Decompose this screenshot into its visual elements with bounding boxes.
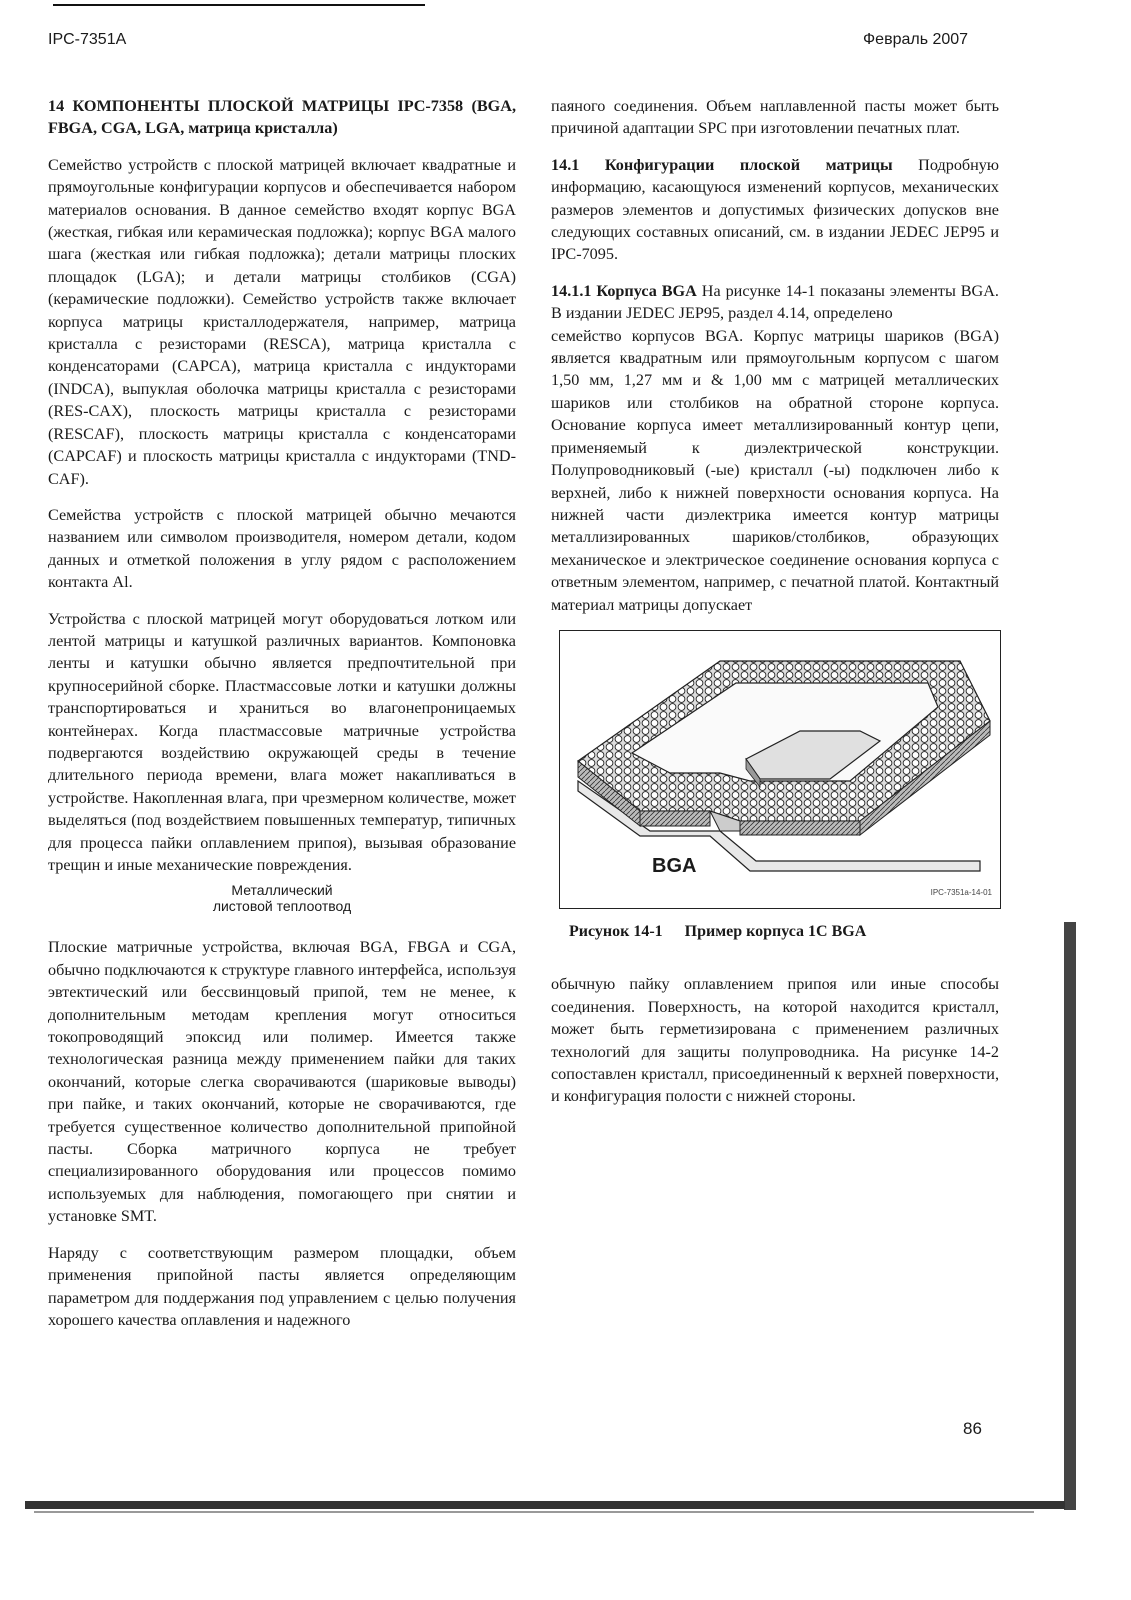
figure-caption-number: Рисунок 14-1	[569, 922, 663, 940]
bga-package-illustration	[560, 631, 1000, 908]
figure-14-1	[559, 630, 1001, 909]
figure-code: IPC-7351a-14-01	[930, 887, 992, 897]
paragraph-after-figure: обычную пайку оплавлением припоя или иные способы соединения. Поверхность, на которой находится кристалл, может быть герметизирована с применением различных технологий для защиты полупроводника. На рисунке 14-2 сопоставлен кристалл, присоединенный к верхней поверхности, и конфигурация полости с нижней стороны.	[551, 975, 999, 1106]
scan-edge-bottom	[25, 1501, 1065, 1509]
doc-date: Февраль 2007	[863, 31, 969, 48]
section-14-1	[551, 154, 999, 266]
section-14-paragraph-4: Плоские матричные устройства, включая BGA, FBGA и CGA, обычно подключаются к структуре главного интерфейса, используя эвтектический или бессвинцовый припой, тем не менее, к дополнительным методам крепления могут относиться токопроводящий эпоксид или полимер. Имеется также технологическая разница между применением пайки для таких окончаний, которые слегка сворачиваются (шариковые выводы) при пайке, и таких окончаний, которые не сворачиваются, где требуется существенное количество дополнительной припойной пасты. Сборка матричного корпуса не требует специализированного оборудования или процессов помимо используемых для наблюдения, помогающего при снятии и установке SMT.	[48, 938, 516, 1226]
figure-caption-text: Пример корпуса 1С BGA	[684, 922, 867, 940]
section-14-paragraph-3: Устройства с плоской матрицей могут оборудоваться лотком или лентой матрицы и катушкой различных вариантов. Компоновка ленты и катушки обычно является предпочтительной при крупносерийной сборке. Пластмассовые лотки и катушки должны транспортироваться и храниться во влагонепроницаемых контейнерах. Когда пластмассовые матричные устройства подвергаются воздействию окружающей среды в течение длительного периода времени, влага может накапливаться в устройстве. Накопленная влага, при чрезмерном количестве, может выделяться (под воздействием повышенных температур, типичных для процесса пайки оплавлением припоя), вызывая образование трещин и иные механические повреждения.	[48, 609, 516, 874]
right-column	[551, 95, 999, 1122]
section-14-1-1-heading: 14.1.1 Корпуса BGA	[551, 281, 697, 300]
section-14-paragraph-1: Семейство устройств с плоской матрицей включает квадратные и прямоугольные конфигурации корпусов и обеспечивается набором материалов основания. В данное семейство входят корпус BGA (жесткая, гибкая или керамическая подложка); корпус BGA малого шага (жесткая или гибкая подложка); детали матрицы плоских площадок (LGA); и детали матрицы столбиков (CGA) (керамические подложки). Семейство устройств также включает корпуса матрицы кристаллодержателя, например, матрица кристалла с резисторами (RESCA), матрица кристалла с конденсаторами (CAPCA), матрица кристалла с индукторами (INDCA), выпуклая оболочка матрицы кристалла с резисторами (RES-CAX), плоскость матрицы кристалла с резисторами (RESCAF), плоскость матрицы кристалла с конденсаторами (CAPCAF) и плоскость матрицы кристалла с индукторами (TND-CAF).	[48, 155, 516, 488]
section-14-1-text: Подробную информацию, касающуюся изменений корпусов, механических размеров элементов и допустимых физических допусков вне следующих составных описаний, см. в издании JEDEC JEP95 и IPC-7095.	[551, 155, 999, 264]
section-14-1-1	[551, 280, 999, 325]
doc-id: IPC-7351A	[48, 31, 127, 48]
scan-edge-right	[1064, 922, 1076, 1510]
page-number: 86	[963, 1419, 982, 1438]
figure-bga-label: BGA	[652, 854, 697, 877]
section-14-title: 14 КОМПОНЕНТЫ ПЛОСКОЙ МАТРИЦЫ IPC-7358 (BGA, FBGA, CGA, LGA, матрица кристалла)	[48, 97, 516, 138]
header-rule	[53, 4, 425, 6]
heatsink-label: Металлический листовой теплоотвод	[212, 882, 352, 915]
bga-description: семейство корпусов BGA. Корпус матрицы шариков (BGA) является квадратным или прямоугольным корпусом с шагом 1,50 мм, 1,27 мм и & 1,00 мм с матрицей металлических шариков или столбиков на обратной стороне корпуса. Основание корпуса имеет металлизированный контур цепи, применяемый к диэлектрической конструкции. Полупроводниковый (-ые) кристалл (-ы) подключен либо к верхней, либо к нижней поверхности основания корпуса. На нижней части диэлектрика имеется контур матрицы металлизированных шариков/столбиков, образующих механическое и электрическое соединение основания корпуса с ответным элементом, например, с печатной платой. Контактный материал матрицы допускает	[551, 326, 999, 614]
right-paragraph-0: паяного соединения. Объем наплавленной пасты может быть причиной адаптации SPC при изготовлении печатных плат.	[551, 97, 999, 138]
figure-14-1-caption	[569, 921, 999, 943]
section-14-1-1-text: На рисунке 14-1 показаны элементы BGA. В издании JEDEC JEP95, раздел 4.14, определено	[551, 281, 999, 323]
left-column	[48, 95, 516, 1345]
scan-edge-bottom-line	[34, 1511, 1034, 1513]
section-14-1-heading: 14.1 Конфигурации плоской матрицы	[551, 155, 893, 174]
section-14-paragraph-2: Семейства устройств с плоской матрицей обычно мечаются названием или символом производителя, номером детали, кодом данных и отметкой положения в углу рядом с расположением контакта Al.	[48, 505, 516, 592]
section-14-paragraph-5: Наряду с соответствующим размером площадки, объем применения припойной пасты является определяющим параметром для поддержания под управлением с целью получения хорошего качества оплавления и надежного	[48, 1243, 516, 1329]
